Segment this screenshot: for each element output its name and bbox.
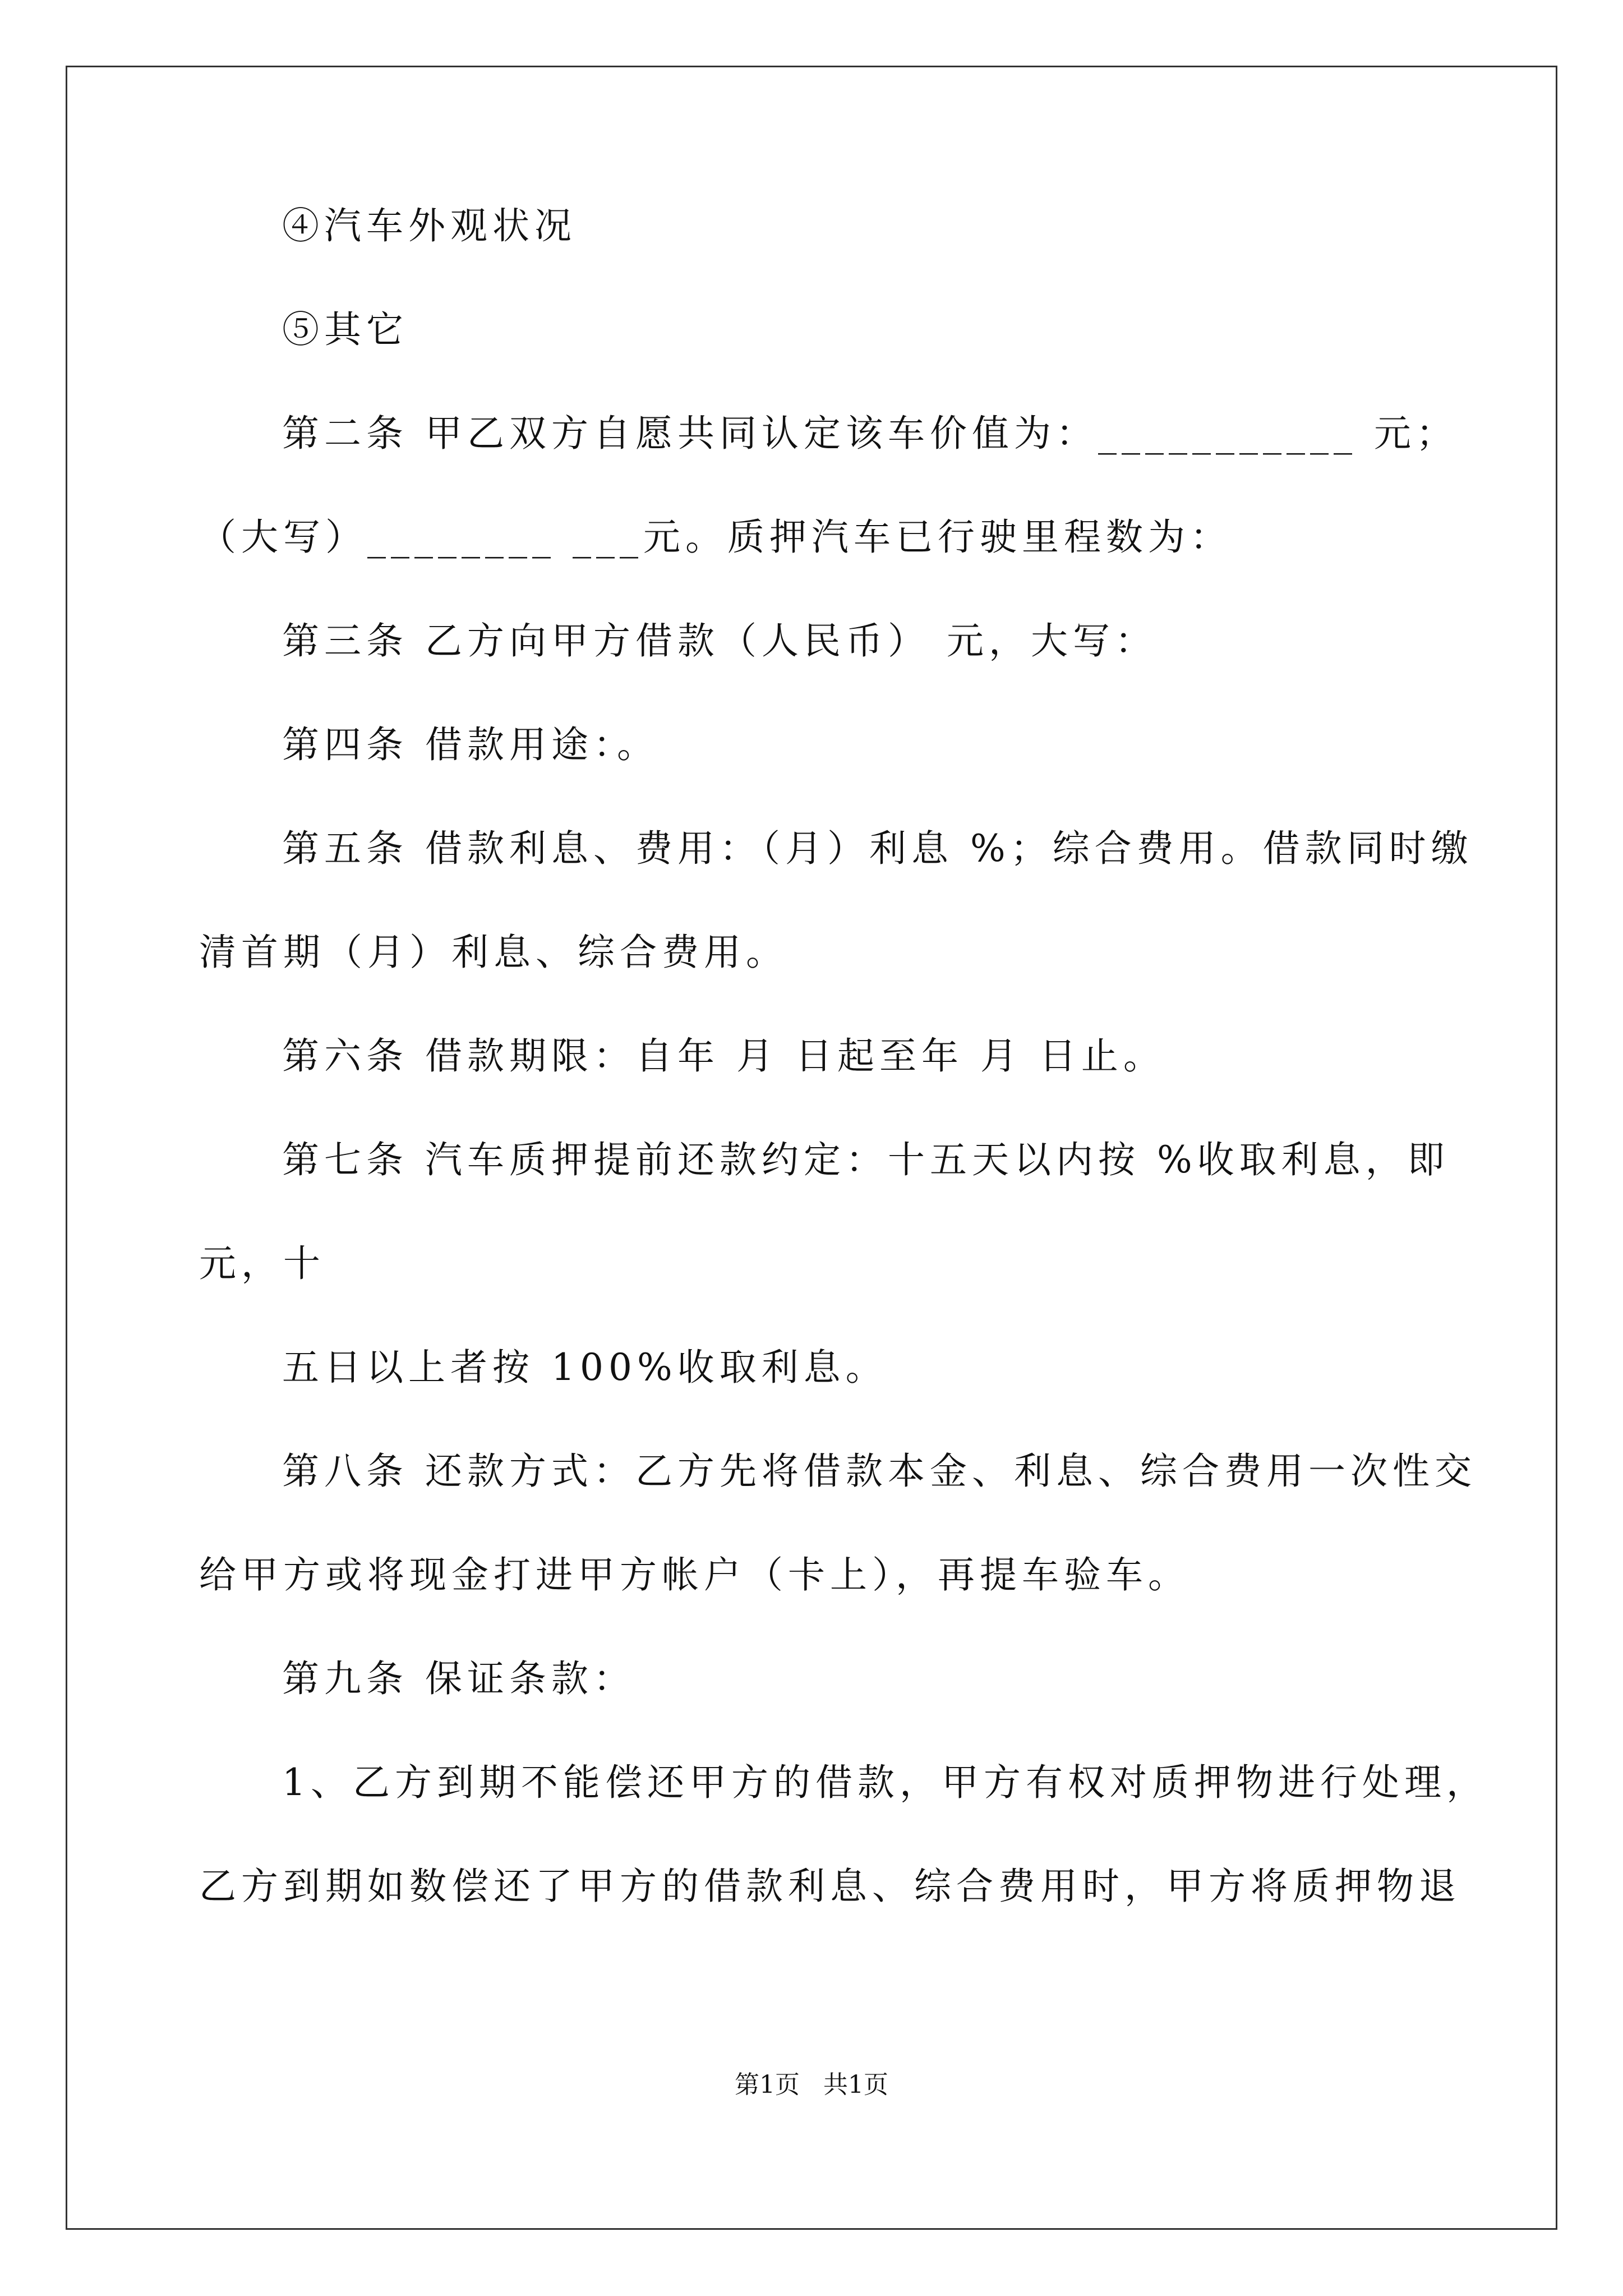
paragraph-line: 第五条 借款利息、费用：（月）利息 %；综合费用。借款同时缴 [282, 827, 1473, 870]
paragraph-line: 元，十 [199, 1242, 325, 1285]
paragraph-line: 第四条 借款用途：。 [282, 723, 659, 766]
paragraph-line: 第八条 还款方式：乙方先将借款本金、利息、综合费用一次性交 [282, 1450, 1477, 1493]
paragraph-line: 1、乙方到期不能偿还甲方的借款，甲方有权对质押物进行处理， [282, 1761, 1488, 1804]
paragraph-line: 给甲方或将现金打进甲方帐户（卡上），再提车验车。 [199, 1553, 1190, 1596]
page-footer: 第1页 共1页 [735, 2070, 888, 2099]
paragraph-line: （大写）________ ___元。质押汽车已行驶里程数为： [199, 516, 1232, 559]
paragraph-line: ④汽车外观状况 [282, 204, 577, 247]
paragraph-line: 第二条 甲乙双方自愿共同认定该车价值为：___________ 元； [282, 412, 1458, 455]
paragraph-line: 乙方到期如数偿还了甲方的借款利息、综合费用时，甲方将质押物退 [199, 1865, 1461, 1908]
paragraph-line: ⑤其它 [282, 308, 408, 351]
paragraph-line: 第六条 借款期限：自年 月 日起至年 月 日止。 [282, 1034, 1165, 1078]
paragraph-line: 第七条 汽车质押提前还款约定：十五天以内按 %收取利息，即 [282, 1138, 1450, 1181]
paragraph-line: 第三条 乙方向甲方借款（人民币） 元，大写： [282, 619, 1157, 662]
paragraph-line: 五日以上者按 100%收取利息。 [282, 1346, 888, 1389]
paragraph-line: 第九条 保证条款： [282, 1657, 635, 1700]
paragraph-line: 清首期（月）利息、综合费用。 [199, 931, 788, 974]
